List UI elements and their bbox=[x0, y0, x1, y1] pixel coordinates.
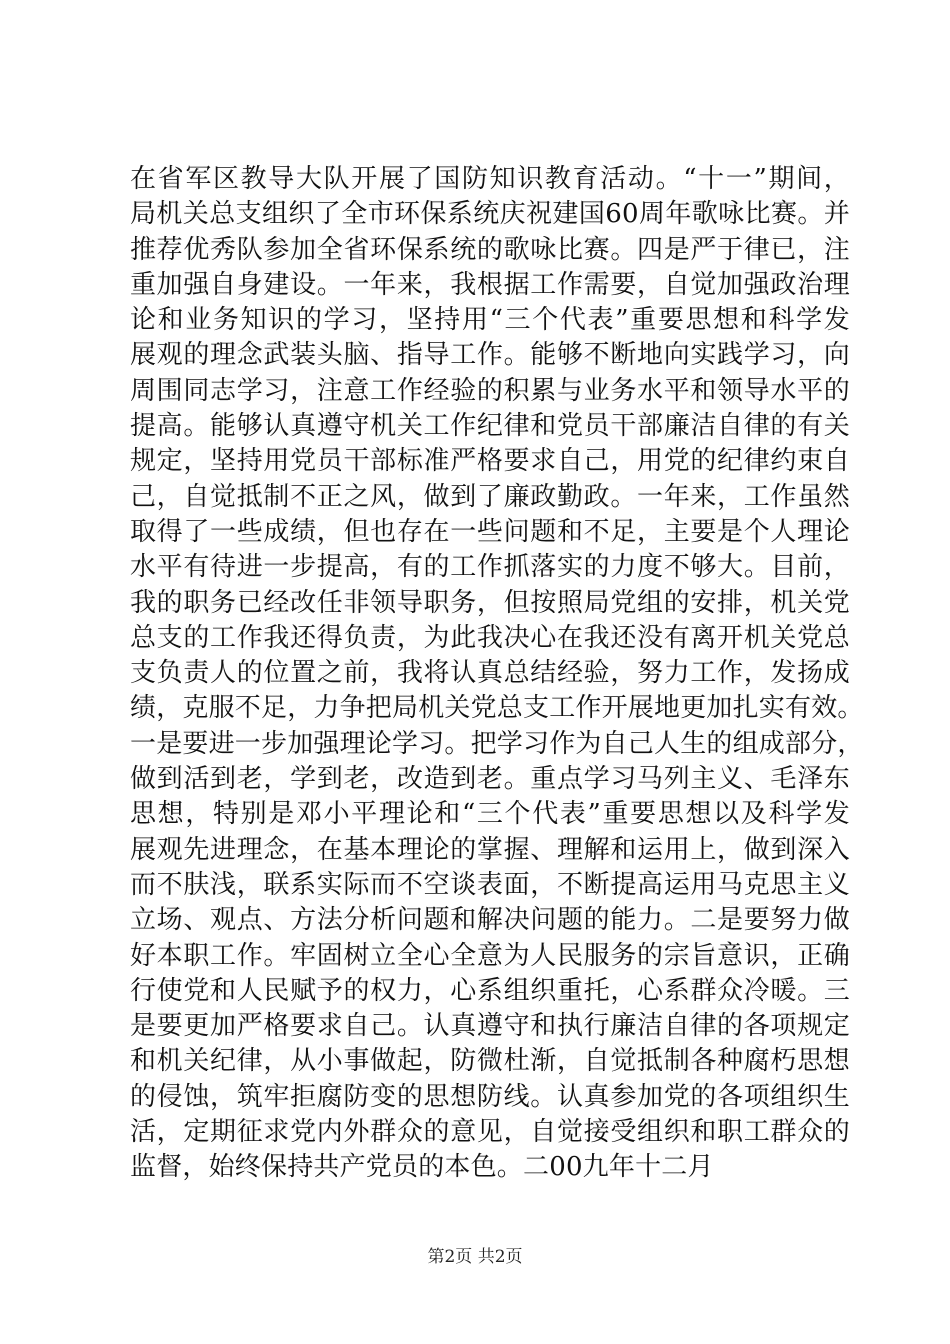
text-line: 提高。能够认真遵守机关工作纪律和党员干部廉洁自律的有关 bbox=[130, 411, 850, 442]
text-line: 展观先进理念，在基本理论的掌握、理解和运用上，做到深入 bbox=[130, 834, 850, 865]
text-line: 在省军区教导大队开展了国防知识教育活动。“十一”期间， bbox=[130, 164, 850, 194]
text-line: 取得了一些成绩，但也存在一些问题和不足，主要是个人理论 bbox=[130, 516, 850, 547]
text-line: 的侵蚀，筑牢拒腐防变的思想防线。认真参加党的各项组织生 bbox=[130, 1081, 850, 1112]
text-line: 水平有待进一步提高，有的工作抓落实的力度不够大。目前， bbox=[130, 552, 850, 583]
text-line: 活，定期征求党内外群众的意见，自觉接受组织和职工群众的 bbox=[130, 1117, 850, 1148]
text-line: 和机关纪律，从小事做起，防微杜渐，自觉抵制各种腐朽思想 bbox=[130, 1046, 850, 1077]
text-line: 好本职工作。牢固树立全心全意为人民服务的宗旨意识，正确 bbox=[130, 940, 850, 971]
text-line: 局机关总支组织了全市环保系统庆祝建国60周年歌咏比赛。并 bbox=[130, 199, 850, 230]
body-text bbox=[130, 162, 864, 1186]
text-line: 推荐优秀队参加全省环保系统的歌咏比赛。四是严于律已，注 bbox=[130, 234, 850, 265]
text-line: 己，自觉抵制不正之风，做到了廉政勤政。一年来，工作虽然 bbox=[130, 481, 850, 512]
text-line: 周围同志学习，注意工作经验的积累与业务水平和领导水平的 bbox=[130, 375, 850, 406]
text-line: 做到活到老，学到老，改造到老。重点学习马列主义、毛泽东 bbox=[130, 764, 850, 795]
text-line: 展观的理念武装头脑、指导工作。能够不断地向实践学习，向 bbox=[130, 340, 850, 371]
text-line: 总支的工作我还得负责，为此我决心在我还没有离开机关党总 bbox=[130, 622, 850, 653]
text-line: 监督，始终保持共产党员的本色。二00九年十二月 bbox=[130, 1152, 714, 1183]
text-line: 是要更加严格要求自己。认真遵守和执行廉洁自律的各项规定 bbox=[130, 1011, 850, 1042]
text-line: 立场、观点、方法分析问题和解决问题的能力。二是要努力做 bbox=[130, 905, 850, 936]
text-line: 绩，克服不足，力争把局机关党总支工作开展地更加扎实有效。 bbox=[130, 693, 864, 724]
text-line: 我的职务已经改任非领导职务，但按照局党组的安排，机关党 bbox=[130, 587, 850, 618]
text-line: 行使党和人民赋予的权力，心系组织重托，心系群众冷暖。三 bbox=[130, 975, 850, 1006]
text-line: 一是要进一步加强理论学习。把学习作为自己人生的组成部分， bbox=[130, 728, 864, 759]
text-line: 支负责人的位置之前，我将认真总结经验，努力工作，发扬成 bbox=[130, 658, 850, 689]
text-line: 重加强自身建设。一年来，我根据工作需要，自觉加强政治理 bbox=[130, 269, 850, 300]
text-line: 规定，坚持用党员干部标准严格要求自己，用党的纪律约束自 bbox=[130, 446, 850, 477]
text-line: 而不肤浅，联系实际而不空谈表面，不断提高运用马克思主义 bbox=[130, 869, 850, 900]
text-line: 论和业务知识的学习，坚持用“三个代表”重要思想和科学发 bbox=[130, 305, 850, 336]
page-footer bbox=[0, 1246, 950, 1268]
text-line: 思想，特别是邓小平理论和“三个代表”重要思想以及科学发 bbox=[130, 799, 850, 830]
page-number: 第2页 共2页 bbox=[427, 1247, 523, 1267]
